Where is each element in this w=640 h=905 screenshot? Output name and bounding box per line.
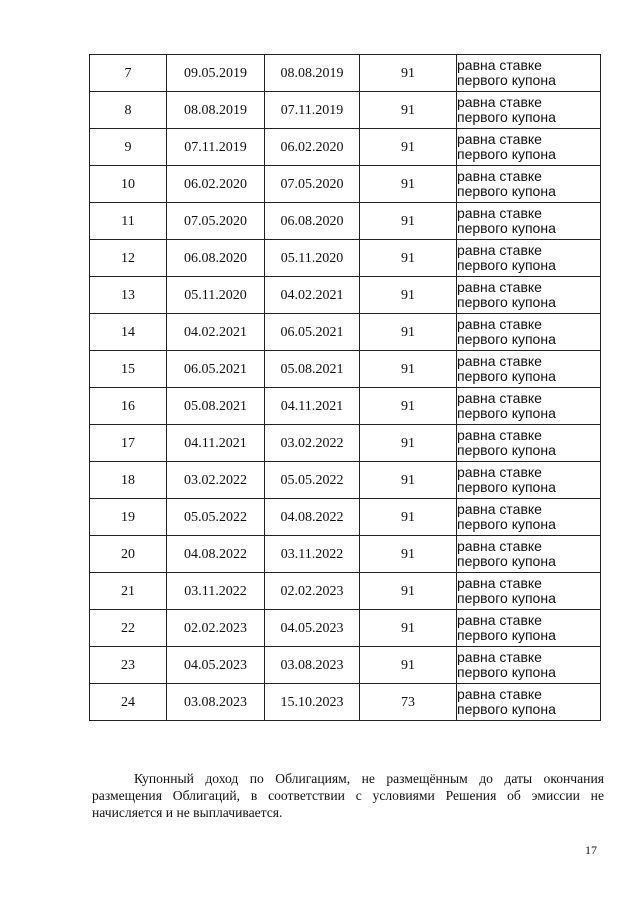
table-row [90,92,601,129]
table-row [90,129,601,166]
coupon-number-cell: 9 [90,129,167,166]
coupon-end-date-cell: 07.11.2019 [265,92,360,129]
coupon-rate-line-1: равна ставке [457,168,542,184]
coupon-rate-cell [457,203,601,240]
coupon-rate-line-1: равна ставке [457,205,542,221]
coupon-rate-line-1: равна ставке [457,279,542,295]
coupon-rate-line-2: первого купона [457,294,556,310]
table-row [90,277,601,314]
coupon-rate-cell [457,499,601,536]
coupon-rate-line-2: первого купона [457,701,556,717]
coupon-number-cell: 20 [90,536,167,573]
coupon-period-days-cell: 91 [360,166,457,203]
coupon-rate-cell [457,610,601,647]
coupon-number-cell: 15 [90,351,167,388]
coupon-number-cell: 16 [90,388,167,425]
coupon-period-days-cell: 91 [360,425,457,462]
coupon-rate-cell [457,129,601,166]
coupon-start-date-cell: 05.08.2021 [167,388,265,425]
table-row [90,610,601,647]
coupon-rate-line-2: первого купона [457,442,556,458]
coupon-rate-line-2: первого купона [457,220,556,236]
coupon-rate-cell [457,388,601,425]
coupon-number-cell: 18 [90,462,167,499]
coupon-end-date-cell: 05.08.2021 [265,351,360,388]
coupon-start-date-cell: 04.05.2023 [167,647,265,684]
coupon-rate-line-2: первого купона [457,72,556,88]
coupon-start-date-cell: 07.05.2020 [167,203,265,240]
coupon-rate-line-1: равна ставке [457,464,542,480]
coupon-start-date-cell: 02.02.2023 [167,610,265,647]
coupon-rate-line-1: равна ставке [457,575,542,591]
coupon-period-days-cell: 91 [360,203,457,240]
coupon-number-cell: 23 [90,647,167,684]
coupon-period-days-cell: 91 [360,462,457,499]
coupon-start-date-cell: 07.11.2019 [167,129,265,166]
coupon-number-cell: 17 [90,425,167,462]
coupon-start-date-cell: 06.08.2020 [167,240,265,277]
coupon-schedule-table [89,54,601,721]
coupon-start-date-cell: 03.11.2022 [167,573,265,610]
coupon-period-days-cell: 91 [360,647,457,684]
coupon-rate-line-2: первого купона [457,479,556,495]
coupon-note-paragraph: Купонный доход по Облигациям, не размещённым до даты окончания размещения Облигаций, в соответствии с условиями Решения об эмиссии не начисляется и не выплачивается. [92,771,604,820]
coupon-number-cell: 10 [90,166,167,203]
coupon-period-days-cell: 91 [360,573,457,610]
coupon-rate-cell [457,55,601,92]
coupon-number-cell: 13 [90,277,167,314]
table-row [90,425,601,462]
coupon-number-cell: 11 [90,203,167,240]
coupon-rate-cell [457,684,601,721]
coupon-end-date-cell: 05.05.2022 [265,462,360,499]
coupon-rate-cell [457,277,601,314]
table-row [90,536,601,573]
table-row [90,166,601,203]
page-number: 17 [585,843,597,857]
coupon-period-days-cell: 91 [360,388,457,425]
coupon-rate-cell [457,425,601,462]
coupon-end-date-cell: 03.11.2022 [265,536,360,573]
table-row [90,351,601,388]
coupon-number-cell: 22 [90,610,167,647]
coupon-rate-line-1: равна ставке [457,94,542,110]
coupon-rate-line-2: первого купона [457,590,556,606]
table-row [90,499,601,536]
coupon-period-days-cell: 91 [360,351,457,388]
coupon-period-days-cell: 91 [360,92,457,129]
coupon-end-date-cell: 04.08.2022 [265,499,360,536]
coupon-rate-line-2: первого купона [457,331,556,347]
coupon-period-days-cell: 91 [360,240,457,277]
coupon-rate-cell [457,647,601,684]
table-row [90,684,601,721]
coupon-rate-line-2: первого купона [457,405,556,421]
coupon-end-date-cell: 06.08.2020 [265,203,360,240]
table-row [90,203,601,240]
coupon-rate-line-1: равна ставке [457,390,542,406]
coupon-rate-line-1: равна ставке [457,427,542,443]
coupon-rate-line-2: первого купона [457,553,556,569]
coupon-rate-line-1: равна ставке [457,131,542,147]
coupon-rate-cell [457,166,601,203]
coupon-start-date-cell: 06.02.2020 [167,166,265,203]
table-row [90,314,601,351]
table-row [90,573,601,610]
coupon-number-cell: 21 [90,573,167,610]
coupon-rate-line-1: равна ставке [457,316,542,332]
coupon-start-date-cell: 03.02.2022 [167,462,265,499]
coupon-end-date-cell: 15.10.2023 [265,684,360,721]
coupon-end-date-cell: 03.02.2022 [265,425,360,462]
coupon-period-days-cell: 91 [360,129,457,166]
coupon-start-date-cell: 05.11.2020 [167,277,265,314]
coupon-start-date-cell: 06.05.2021 [167,351,265,388]
coupon-rate-line-2: первого купона [457,183,556,199]
coupon-end-date-cell: 06.05.2021 [265,314,360,351]
coupon-end-date-cell: 05.11.2020 [265,240,360,277]
coupon-rate-line-2: первого купона [457,109,556,125]
coupon-rate-line-1: равна ставке [457,501,542,517]
coupon-rate-line-2: первого купона [457,146,556,162]
coupon-rate-cell [457,240,601,277]
coupon-rate-line-1: равна ставке [457,57,542,73]
coupon-rate-line-2: первого купона [457,257,556,273]
coupon-rate-line-2: первого купона [457,368,556,384]
coupon-end-date-cell: 02.02.2023 [265,573,360,610]
coupon-period-days-cell: 91 [360,499,457,536]
coupon-number-cell: 24 [90,684,167,721]
table-row [90,647,601,684]
coupon-schedule-body [90,55,601,721]
coupon-end-date-cell: 07.05.2020 [265,166,360,203]
coupon-rate-line-1: равна ставке [457,353,542,369]
table-row [90,462,601,499]
coupon-rate-cell [457,351,601,388]
coupon-number-cell: 7 [90,55,167,92]
coupon-rate-line-1: равна ставке [457,242,542,258]
table-row [90,388,601,425]
coupon-start-date-cell: 03.08.2023 [167,684,265,721]
coupon-rate-line-2: первого купона [457,516,556,532]
coupon-rate-line-2: первого купона [457,664,556,680]
coupon-number-cell: 19 [90,499,167,536]
coupon-end-date-cell: 04.05.2023 [265,610,360,647]
coupon-end-date-cell: 06.02.2020 [265,129,360,166]
coupon-number-cell: 8 [90,92,167,129]
coupon-period-days-cell: 73 [360,684,457,721]
coupon-rate-cell [457,536,601,573]
table-row [90,55,601,92]
coupon-start-date-cell: 09.05.2019 [167,55,265,92]
coupon-period-days-cell: 91 [360,610,457,647]
coupon-rate-line-1: равна ставке [457,686,542,702]
coupon-period-days-cell: 91 [360,277,457,314]
table-row [90,240,601,277]
coupon-start-date-cell: 04.08.2022 [167,536,265,573]
coupon-start-date-cell: 08.08.2019 [167,92,265,129]
coupon-rate-line-1: равна ставке [457,612,542,628]
coupon-rate-cell [457,573,601,610]
coupon-start-date-cell: 04.11.2021 [167,425,265,462]
coupon-end-date-cell: 04.11.2021 [265,388,360,425]
coupon-rate-cell [457,92,601,129]
coupon-end-date-cell: 04.02.2021 [265,277,360,314]
coupon-rate-cell [457,462,601,499]
coupon-number-cell: 14 [90,314,167,351]
coupon-end-date-cell: 08.08.2019 [265,55,360,92]
coupon-rate-cell [457,314,601,351]
coupon-rate-line-2: первого купона [457,627,556,643]
coupon-end-date-cell: 03.08.2023 [265,647,360,684]
coupon-start-date-cell: 05.05.2022 [167,499,265,536]
coupon-rate-line-1: равна ставке [457,649,542,665]
coupon-period-days-cell: 91 [360,314,457,351]
coupon-start-date-cell: 04.02.2021 [167,314,265,351]
coupon-period-days-cell: 91 [360,55,457,92]
coupon-number-cell: 12 [90,240,167,277]
coupon-period-days-cell: 91 [360,536,457,573]
coupon-rate-line-1: равна ставке [457,538,542,554]
